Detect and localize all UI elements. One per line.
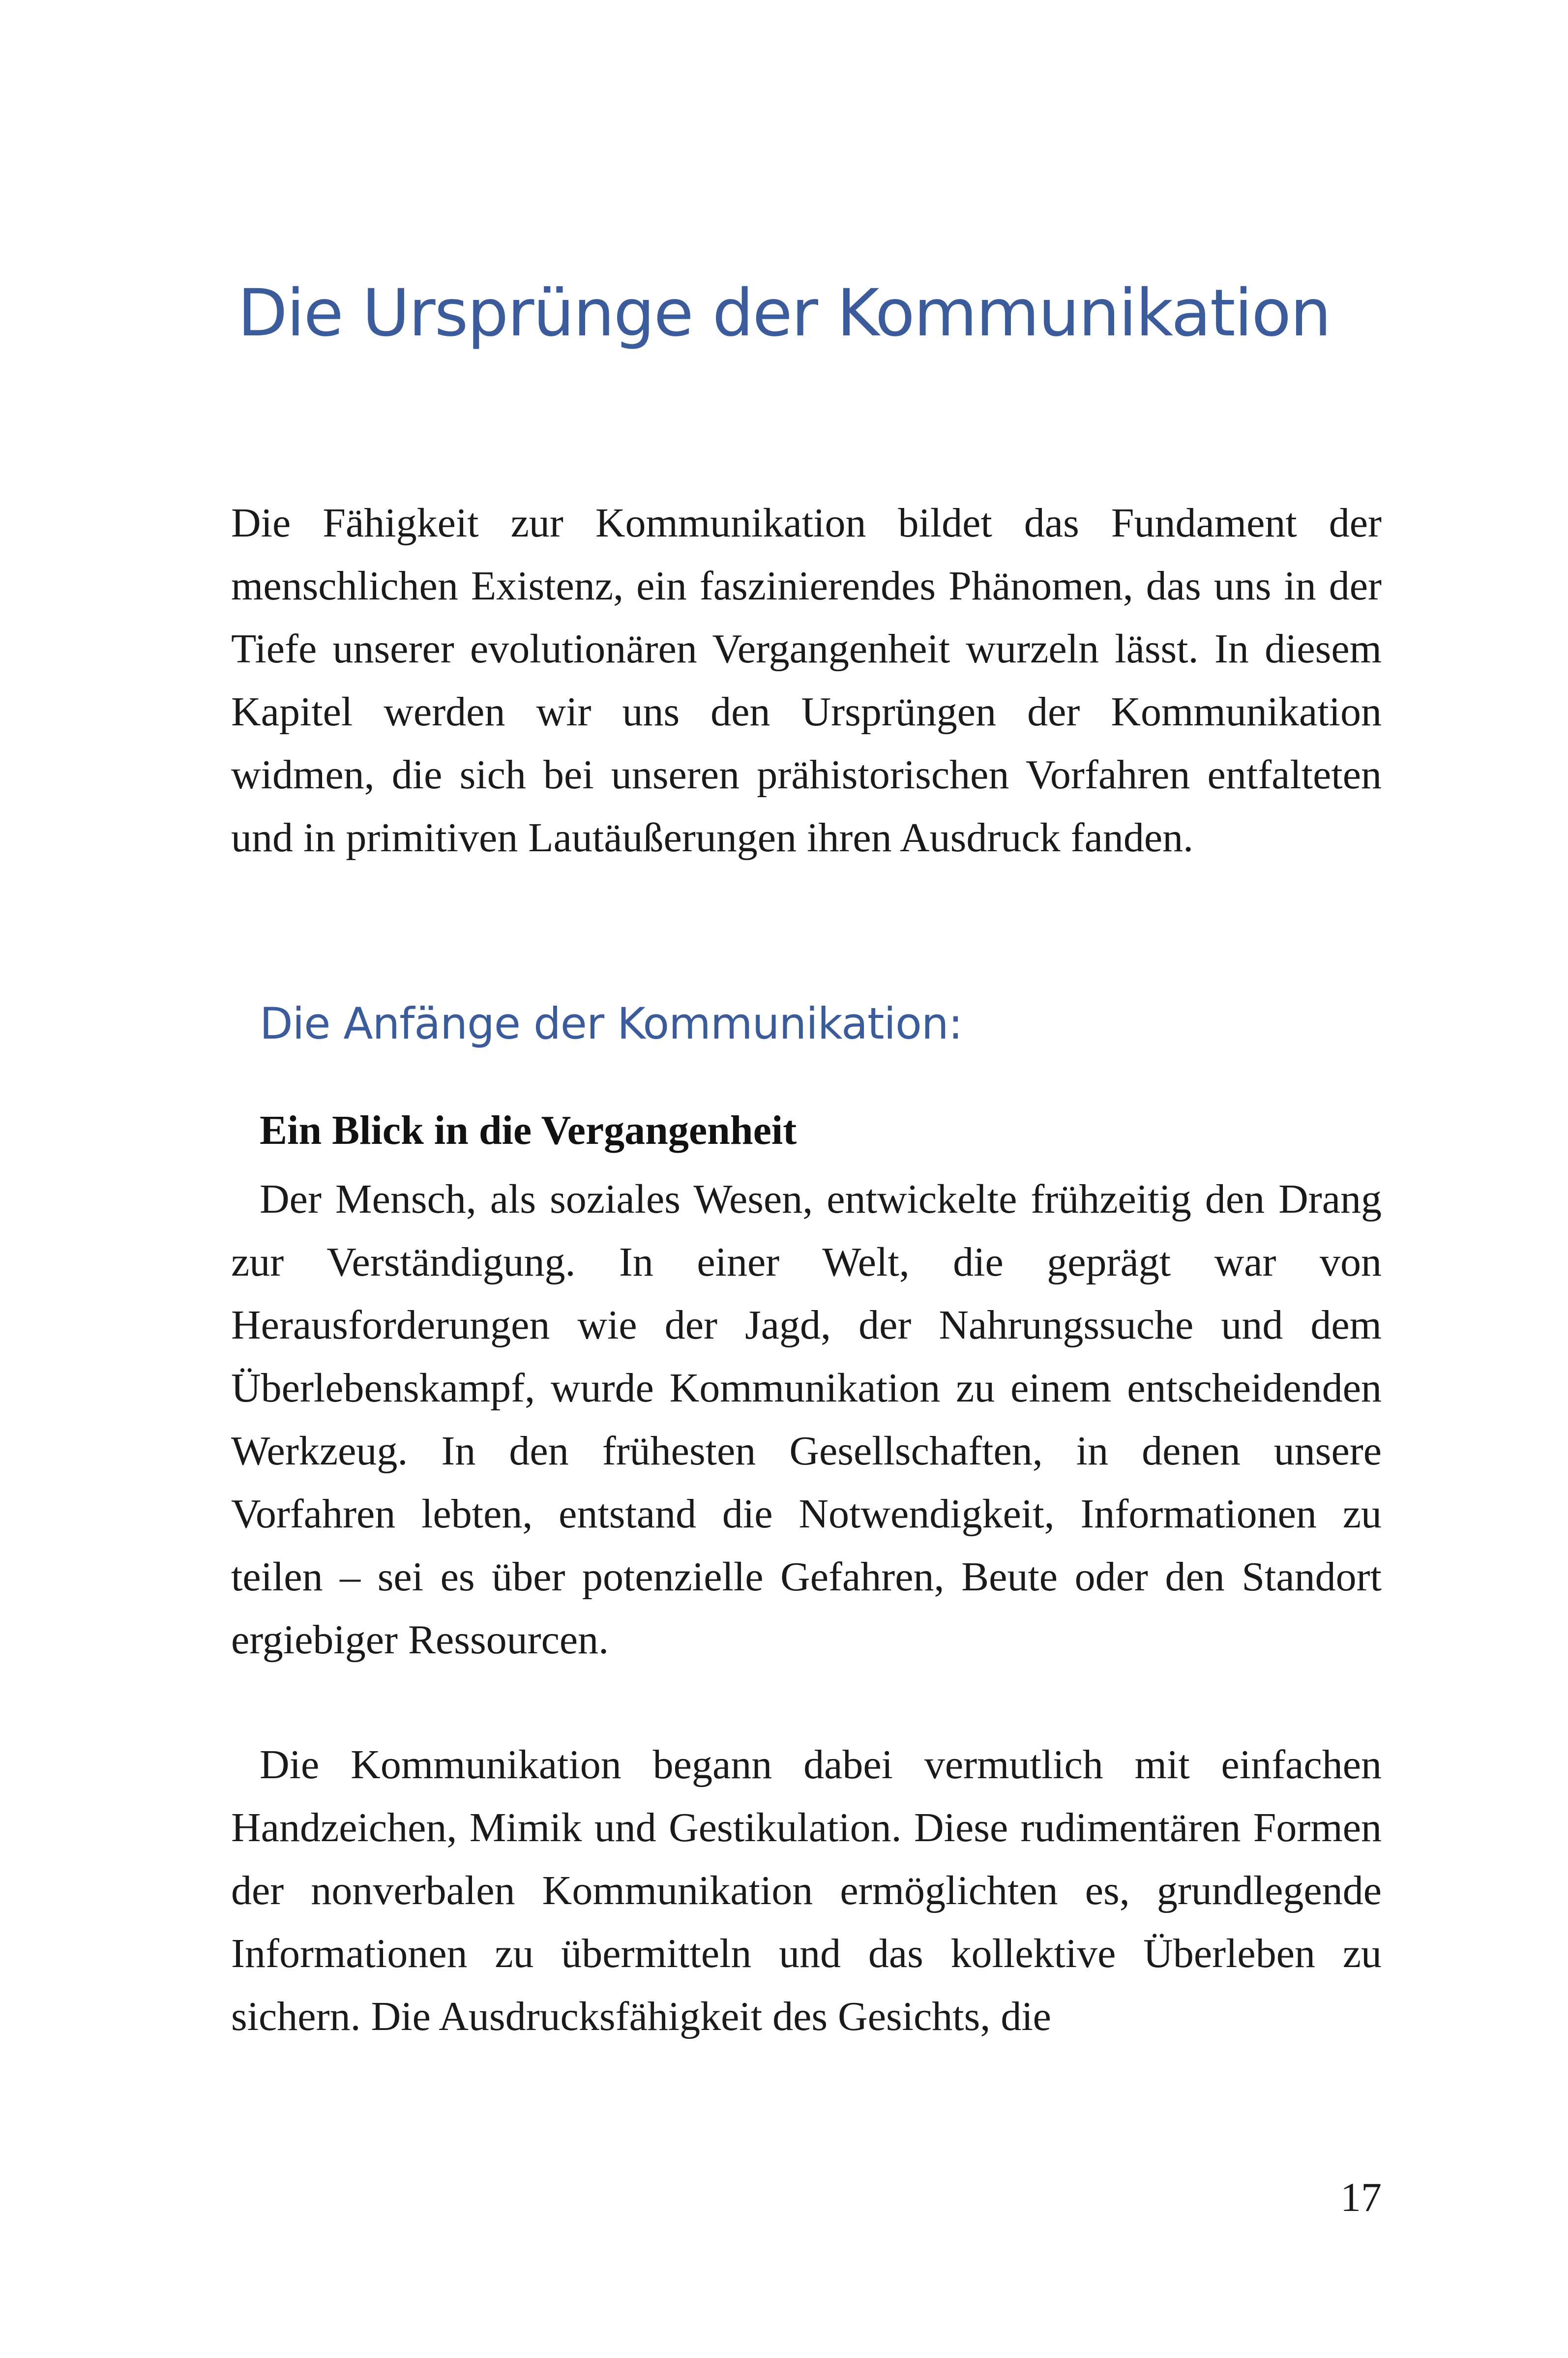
- section-subheading: Ein Blick in die Vergangenheit: [260, 1107, 797, 1153]
- intro-paragraph: Die Fähigkeit zur Kommunikation bildet das Fundament der menschlichen Existenz, ein faszinierendes Phänomen, das uns in der Tiefe unserer evolutionären Vergangenheit wurzeln lässt. In diesem Kapitel werden wir uns den Ursprüngen der Kommunikation widmen, die sich bei unseren prähistorischen Vorfahren entfalteten und in primitiven Lautäußerungen ihren Ausdruck fanden.: [231, 500, 1382, 861]
- page-number: 17: [1340, 2175, 1382, 2220]
- body-paragraph: Die Kommunikation begann dabei vermutlich mit einfachen Handzeichen, Mimik und Gestikulation. Diese rudimentären Formen der nonverbalen Kommunikation ermöglichten es, grundlegende Informationen zu übermitteln und das kollektive Überleben zu sichern. Die Ausdrucksfähigkeit des Gesichts, die: [231, 1742, 1382, 2039]
- section-heading: Die Anfänge der Kommunikation:: [260, 998, 963, 1049]
- body-paragraph: Der Mensch, als soziales Wesen, entwickelte frühzeitig den Drang zur Verständigung. In einer Welt, die geprägt war von Herausforderungen wie der Jagd, der Nahrungssuche und dem Überlebenskampf, wurde Kommunikation zu einem entscheidenden Werkzeug. In den frühesten Gesellschaften, in denen unsere Vorfahren lebten, entstand die Notwendigkeit, Informationen zu teilen – sei es über potenzielle Gefahren, Beute oder den Standort ergiebiger Ressourcen.: [231, 1176, 1382, 1663]
- chapter-title: Die Ursprünge der Kommunikation: [237, 275, 1331, 351]
